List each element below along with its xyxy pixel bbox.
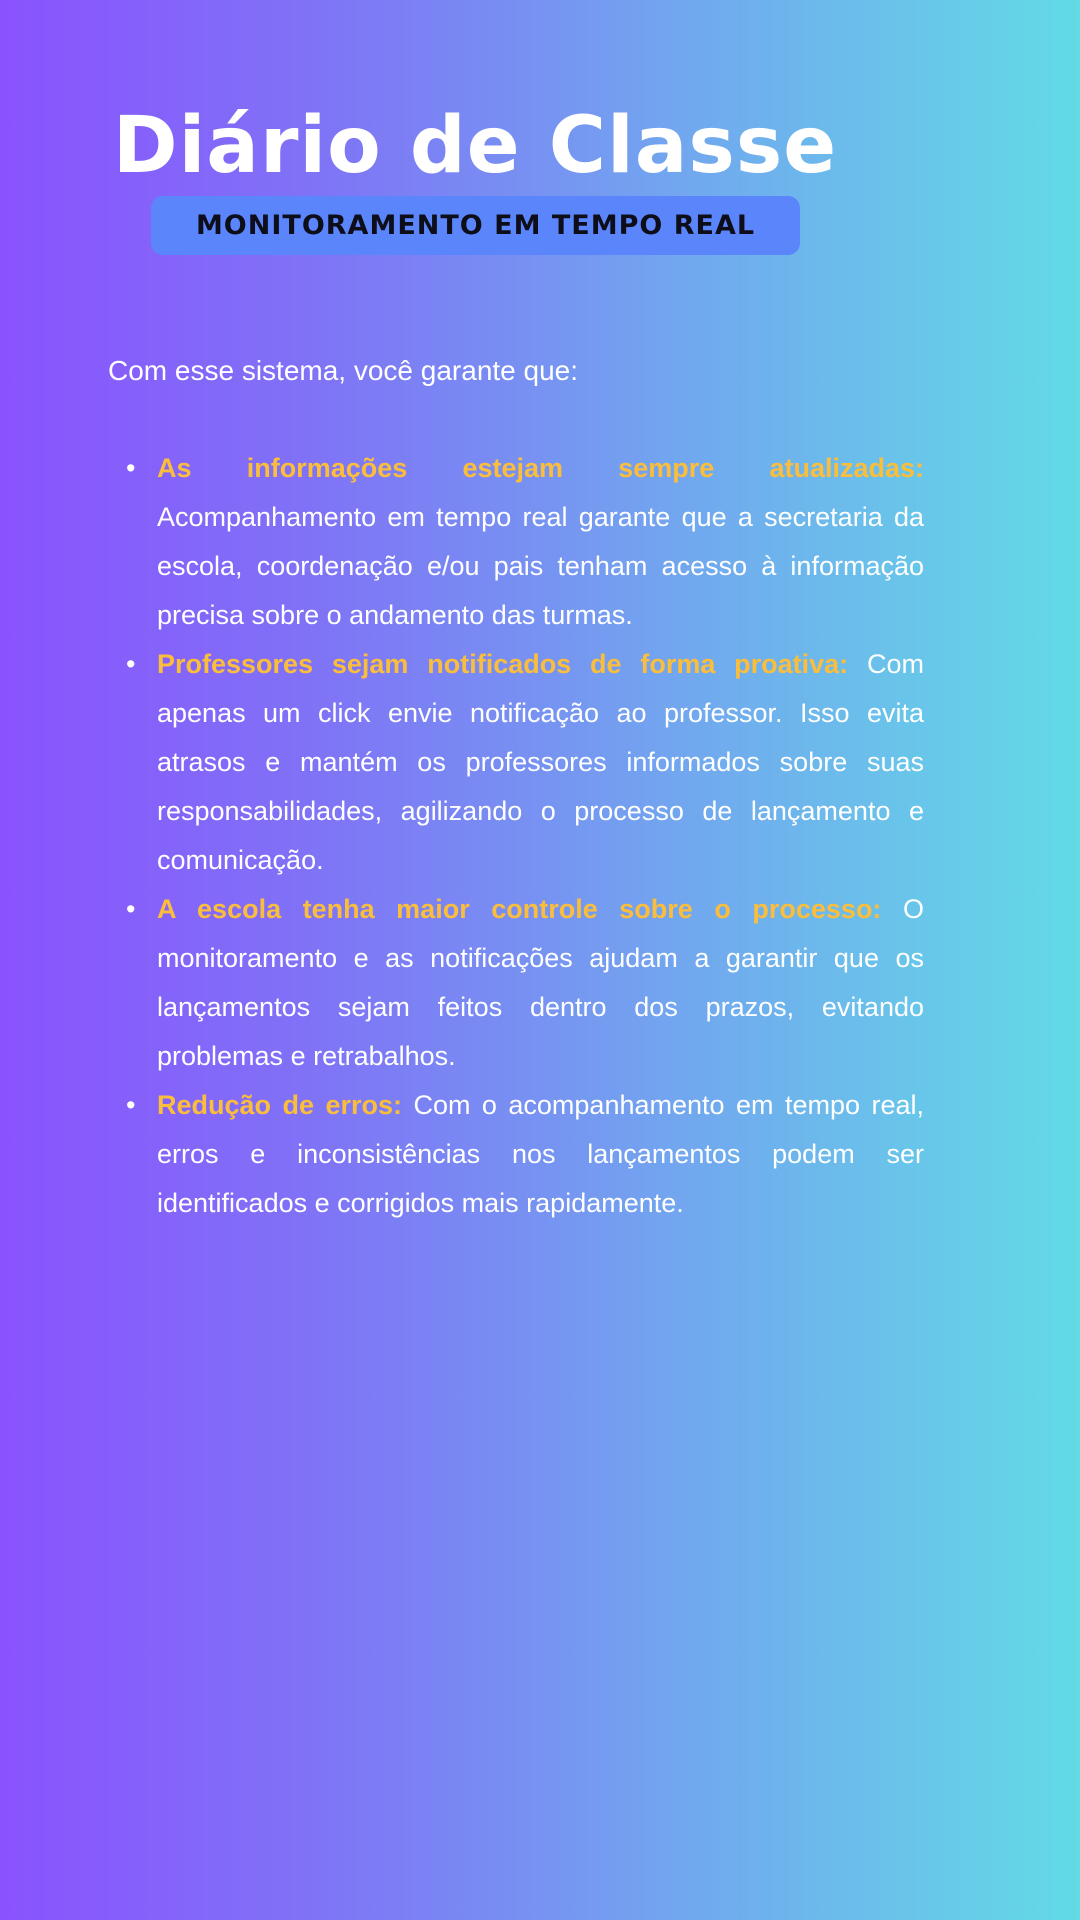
benefit-item-teacher-notifications (126, 640, 924, 885)
benefit-title: A escola tenha maior controle sobre o processo: (157, 894, 882, 924)
benefit-text: Com o acompanhamento em tempo real, erros e inconsistências nos lançamentos podem ser identificados e corrigidos mais rapidamente. (157, 1090, 924, 1218)
benefit-item-error-reduction (126, 1081, 924, 1228)
benefit-item-process-control (126, 885, 924, 1081)
bullet-icon: • (126, 453, 136, 483)
benefit-text: O monitoramento e as notificações ajudam a garantir que os lançamentos sejam feitos dentro dos prazos, evitando problemas e retrabalhos. (157, 894, 924, 1071)
benefit-title: As informações estejam sempre atualizadas: (157, 453, 924, 483)
bullet-icon: • (126, 1090, 136, 1120)
page-title: Diário de Classe (112, 101, 838, 191)
benefit-item-updated-info (126, 444, 924, 640)
benefit-title: Redução de erros: (157, 1090, 402, 1120)
bullet-icon: • (126, 649, 136, 679)
benefits-list (108, 444, 924, 1228)
benefit-text: Com apenas um click envie notificação ao professor. Isso evita atrasos e mantém os professores informados sobre suas responsabilidades, agilizando o processo de lançamento e comunicação. (157, 649, 924, 875)
benefit-text: Acompanhamento em tempo real garante que a secretaria da escola, coordenação e/ou pais tenham acesso à informação precisa sobre o andamento das turmas. (157, 502, 924, 630)
intro-text: Com esse sistema, você garante que: (108, 355, 579, 386)
subtitle-badge: MONITORAMENTO EM TEMPO REAL (151, 196, 800, 255)
benefit-title: Professores sejam notificados de forma proativa: (157, 649, 849, 679)
bullet-icon: • (126, 894, 136, 924)
